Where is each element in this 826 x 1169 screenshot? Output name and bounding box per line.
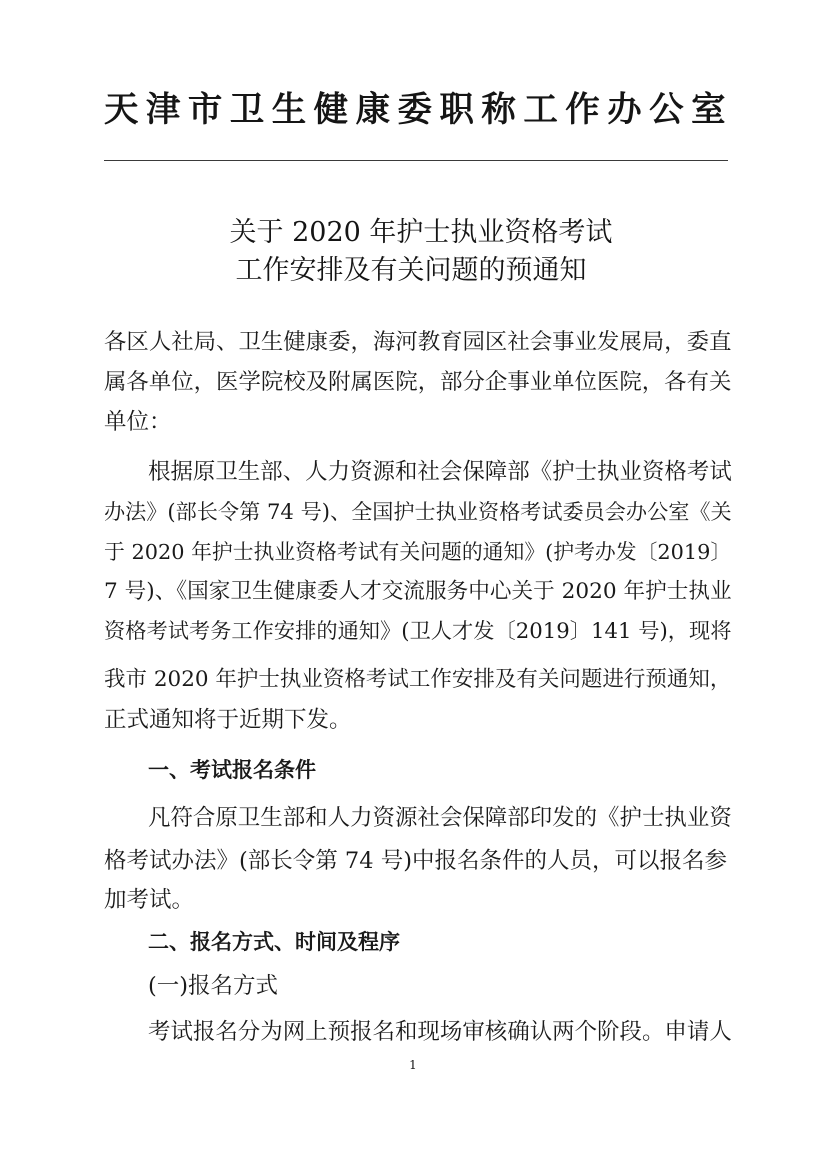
issuing-office-header: 天津市卫生健康委职称工作办公室 — [104, 90, 734, 130]
document-title-line-2: 工作安排及有关问题的预通知 — [235, 255, 587, 286]
intro-line-5: 资格考试考务工作安排的通知》(卫人才发〔2019〕141 号)，现将 — [104, 619, 732, 644]
addressee-line-3: 单位： — [104, 409, 172, 435]
section-2-line-1: 考试报名分为网上预报名和现场审核确认两个阶段。申请人 — [148, 1019, 732, 1045]
intro-line-2: 办法》(部长令第 74 号)、全国护士执业资格考试委员会办公室《关 — [104, 499, 732, 524]
page-number: 1 — [409, 1058, 417, 1072]
section-1-line-1: 凡符合原卫生部和人力资源社会保障部印发的《护士执业资 — [148, 805, 732, 831]
intro-line-6: 我市 2020 年护士执业资格考试工作安排及有关问题进行预通知， — [104, 667, 732, 692]
section-2-heading: 二、报名方式、时间及程序 — [148, 930, 400, 954]
header-divider — [104, 160, 728, 161]
section-2-subheading-1: (一)报名方式 — [148, 973, 279, 999]
section-1-line-2: 格考试办法》(部长令第 74 号)中报名条件的人员，可以报名参 — [104, 848, 727, 874]
intro-line-7: 正式通知将于近期下发。 — [104, 707, 352, 733]
addressee-line-2: 属各单位，医学院校及附属医院，部分企事业单位医院，各有关 — [104, 369, 732, 395]
intro-line-4: 7 号)、《国家卫生健康委人才交流服务中心关于 2020 年护士执业 — [104, 579, 732, 604]
addressee-line-1: 各区人社局、卫生健康委，海河教育园区社会事业发展局，委直 — [104, 329, 732, 355]
intro-line-1: 根据原卫生部、人力资源和社会保障部《护士执业资格考试 — [148, 459, 732, 485]
document-title-line-1: 关于 2020 年护士执业资格考试 — [229, 217, 613, 248]
section-1-heading: 一、考试报名条件 — [148, 758, 316, 782]
intro-line-3: 于 2020 年护士执业资格考试有关问题的通知》(护考办发〔2019〕 — [104, 540, 732, 564]
section-1-line-3: 加考试。 — [104, 887, 195, 913]
